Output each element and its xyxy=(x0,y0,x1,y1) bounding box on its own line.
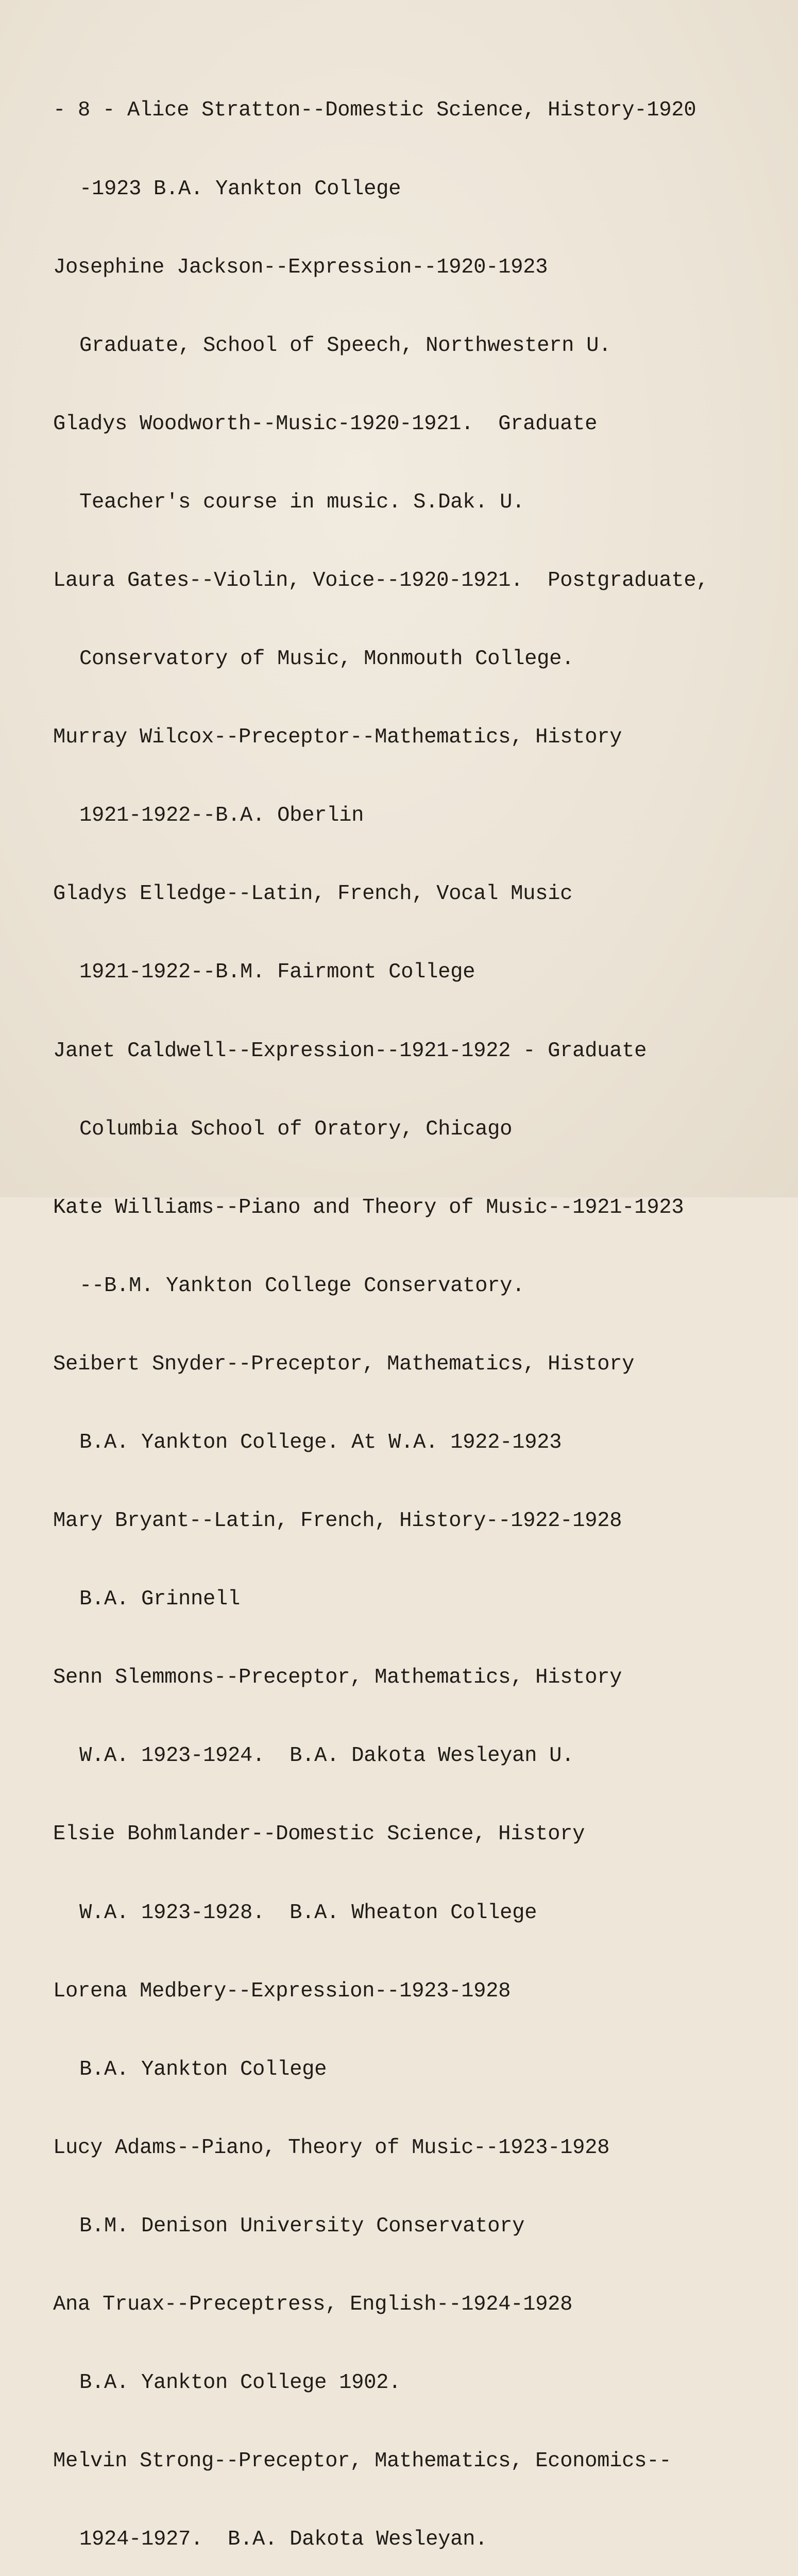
entry-line: Janet Caldwell--Expression--1921-1922 - Graduate xyxy=(53,1039,647,1063)
entry-detail-line: B.A. Yankton College 1902. xyxy=(79,2371,401,2395)
entry-detail-line: 1921-1922--B.M. Fairmont College xyxy=(79,960,476,985)
entry-detail-line: --B.M. Yankton College Conservatory. xyxy=(79,1274,525,1298)
entry-line: Lorena Medbery--Expression--1923-1928 xyxy=(53,1979,511,2003)
entry-detail-line: Conservatory of Music, Monmouth College. xyxy=(79,647,574,671)
entry-detail-line: B.A. Grinnell xyxy=(79,1587,241,1612)
entry-detail-line: W.A. 1923-1924. B.A. Dakota Wesleyan U. xyxy=(79,1744,574,1768)
entry-detail-line: 1924-1927. B.A. Dakota Wesleyan. xyxy=(79,2528,488,2552)
entry-detail-line: Graduate, School of Speech, Northwestern U. xyxy=(79,333,612,358)
entry-line: Gladys Elledge--Latin, French, Vocal Music xyxy=(53,882,573,906)
entry-line: Ana Truax--Preceptress, English--1924-1928 xyxy=(53,2293,573,2317)
entry-detail-line: Columbia School of Oratory, Chicago xyxy=(79,1117,513,1141)
entry-line: Murray Wilcox--Preceptor--Mathematics, History xyxy=(53,725,622,750)
entry-line: Josephine Jackson--Expression--1920-1923 xyxy=(53,255,548,279)
entry-line: Gladys Woodworth--Music-1920-1921. Graduate xyxy=(53,412,598,436)
entry-text: Alice Stratton--Domestic Science, History-1920 xyxy=(127,98,697,123)
entry-line: Lucy Adams--Piano, Theory of Music--1923-1928 xyxy=(53,2136,610,2160)
faculty-list xyxy=(53,45,785,2576)
entry-detail-line: B.M. Denison University Conservatory xyxy=(79,2214,525,2238)
entry-line: Elsie Bohmlander--Domestic Science, History xyxy=(53,1822,585,1846)
page-number: - 8 - xyxy=(53,98,115,123)
entry-line: Melvin Strong--Preceptor, Mathematics, Economics-- xyxy=(53,2449,672,2473)
entry-line: Laura Gates--Violin, Voice--1920-1921. Postgraduate, xyxy=(53,568,709,592)
entry-line: Seibert Snyder--Preceptor, Mathematics, History xyxy=(53,1352,635,1376)
entry-line xyxy=(53,97,785,124)
entry-detail-line: B.A. Yankton College. At W.A. 1922-1923 xyxy=(79,1431,562,1454)
entry-detail-line: Teacher's course in music. S.Dak. U. xyxy=(79,490,525,514)
entry-detail-line: 1921-1922--B.A. Oberlin xyxy=(79,804,364,828)
entry-line: Mary Bryant--Latin, French, History--1922-1928 xyxy=(53,1509,622,1533)
entry-line: Kate Williams--Piano and Theory of Music--1921-1923 xyxy=(53,1195,684,1219)
entry-line: Senn Slemmons--Preceptor, Mathematics, History xyxy=(53,1666,622,1690)
entry-detail-line: W.A. 1923-1928. B.A. Wheaton College xyxy=(79,1901,537,1925)
entry-detail-line: -1923 B.A. Yankton College xyxy=(79,177,401,201)
entry-detail-line: B.A. Yankton College xyxy=(79,2057,327,2081)
